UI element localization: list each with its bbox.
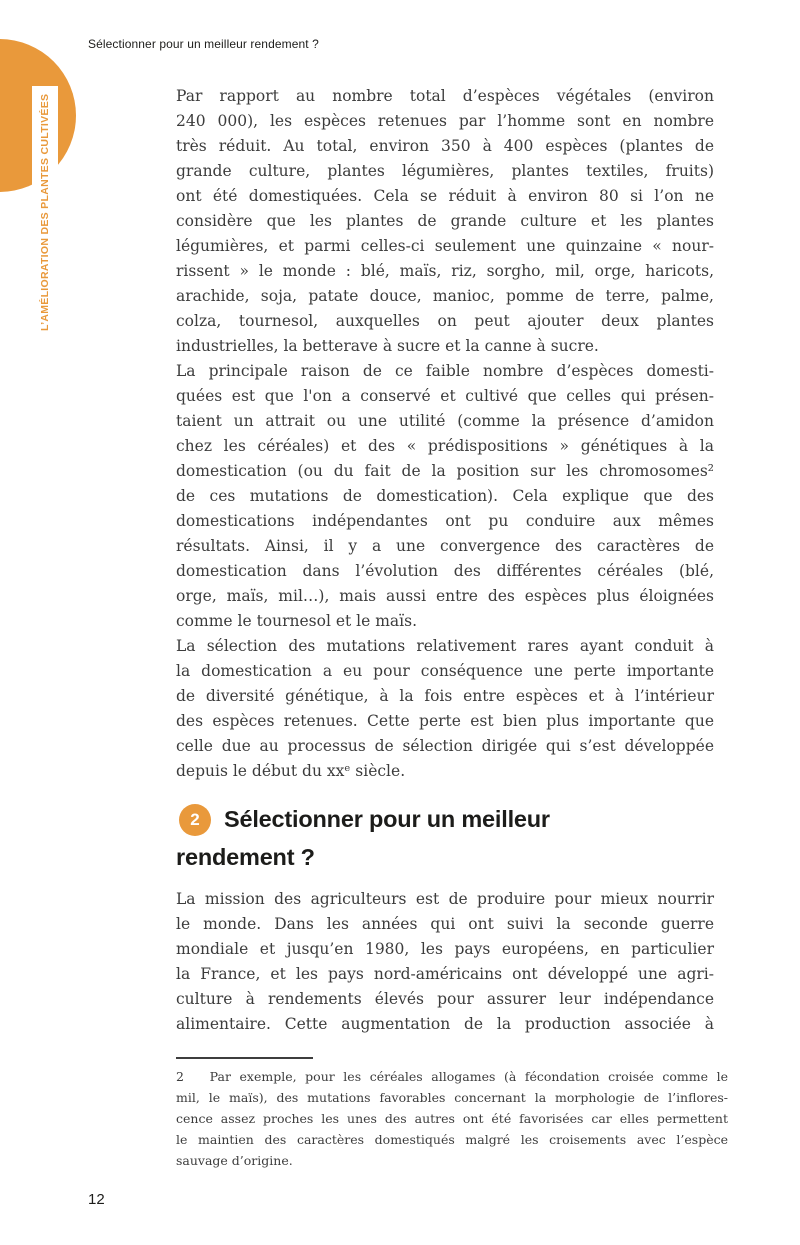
- text-line: orge, maïs, mil…), mais aussi entre des espèces plus éloignées: [176, 587, 714, 605]
- chapter-sidebar-label: L’AMÉLIORATION DES PLANTES CULTIVÉES: [32, 86, 58, 338]
- text-line: chez les céréales) et des « prédispositions » génétiques à la: [176, 437, 714, 455]
- text-line: cence assez proches les unes des autres ont été favorisées car elles permettent: [176, 1111, 728, 1126]
- text-line: considère que les plantes de grande culture et les plantes: [176, 212, 714, 230]
- text-line: de ces mutations de domestication). Cela explique que des: [176, 487, 714, 505]
- text-line: le maintien des caractères domestiqués malgré les croisements avec l’espèce: [176, 1132, 728, 1147]
- text-line: quées est que l'on a conservé et cultivé que celles qui présen-: [176, 387, 714, 405]
- page-number: 12: [88, 1191, 105, 1208]
- text-line: depuis le début du xxᵉ siècle.: [176, 762, 406, 780]
- text-line: comme le tournesol et le maïs.: [176, 612, 418, 630]
- text-line: très réduit. Au total, environ 350 à 400 espèces (plantes de: [176, 137, 714, 155]
- section-title-line2: rendement ?: [176, 844, 315, 870]
- section-number-badge: 2: [179, 804, 211, 836]
- text-line: Par rapport au nombre total d’espèces végétales (environ: [176, 87, 714, 105]
- text-line: ont été domestiquées. Cela se réduit à environ 80 si l’on ne: [176, 187, 714, 205]
- text-line: grande culture, plantes légumières, plantes textiles, fruits): [176, 162, 714, 180]
- paragraph: [176, 359, 714, 634]
- body-text-continued: [176, 887, 714, 1037]
- text-line: arachide, soja, patate douce, manioc, pomme de terre, palme,: [176, 287, 714, 305]
- text-line: alimentaire. Cette augmentation de la production associée à: [176, 1015, 714, 1033]
- text-line: le monde. Dans les années qui ont suivi la seconde guerre: [176, 915, 714, 933]
- text-line: mil, le maïs), des mutations favorables concernant la morphologie de l’inflores-: [176, 1090, 728, 1105]
- text-line: rissent » le monde : blé, maïs, riz, sorgho, mil, orge, haricots,: [176, 262, 714, 280]
- text-line: 2 Par exemple, pour les céréales allogames (à fécondation croisée comme le: [176, 1069, 728, 1084]
- text-line: celle due au processus de sélection dirigée qui s’est développée: [176, 737, 714, 755]
- text-line: La mission des agriculteurs est de produire pour mieux nourrir: [176, 890, 714, 908]
- text-line: 240 000), les espèces retenues par l’homme sont en nombre: [176, 112, 714, 130]
- footnote-rule: [176, 1057, 313, 1059]
- text-line: la France, et les pays nord-américains ont développé une agri-: [176, 965, 714, 983]
- text-line: La principale raison de ce faible nombre d’espèces domesti-: [176, 362, 714, 380]
- text-line: domestications indépendantes ont pu conduire aux mêmes: [176, 512, 714, 530]
- text-line: domestication dans l’évolution des différentes céréales (blé,: [176, 562, 714, 580]
- footnote: [176, 1066, 728, 1171]
- section-heading-row: [179, 801, 736, 838]
- text-line: de diversité génétique, à la fois entre espèces et à l’intérieur: [176, 687, 714, 705]
- text-line: culture à rendements élevés pour assurer leur indépendance: [176, 990, 714, 1008]
- text-line: industrielles, la betterave à sucre et la canne à sucre.: [176, 337, 599, 355]
- section-heading: [176, 801, 736, 876]
- text-line: taient un attrait ou une utilité (comme la présence d’amidon: [176, 412, 714, 430]
- paragraph: [176, 887, 714, 1037]
- text-line: La sélection des mutations relativement rares ayant conduit à: [176, 637, 714, 655]
- text-line: la domestication a eu pour conséquence une perte importante: [176, 662, 714, 680]
- text-line: domestication (ou du fait de la position sur les chromosomes²: [176, 462, 714, 480]
- text-line: résultats. Ainsi, il y a une convergence des caractères de: [176, 537, 714, 555]
- text-line: mondiale et jusqu’en 1980, les pays européens, en particulier: [176, 940, 714, 958]
- body-text: [176, 84, 714, 784]
- paragraph: [176, 634, 714, 784]
- section-title-line1: Sélectionner pour un meilleur: [224, 806, 550, 832]
- text-line: des espèces retenues. Cette perte est bien plus importante que: [176, 712, 714, 730]
- text-line: colza, tournesol, auxquelles on peut ajouter deux plantes: [176, 312, 714, 330]
- paragraph: [176, 84, 714, 359]
- running-header: Sélectionner pour un meilleur rendement ?: [88, 37, 319, 51]
- text-line: légumières, et parmi celles-ci seulement une quinzaine « nour-: [176, 237, 714, 255]
- text-line: sauvage d’origine.: [176, 1153, 293, 1168]
